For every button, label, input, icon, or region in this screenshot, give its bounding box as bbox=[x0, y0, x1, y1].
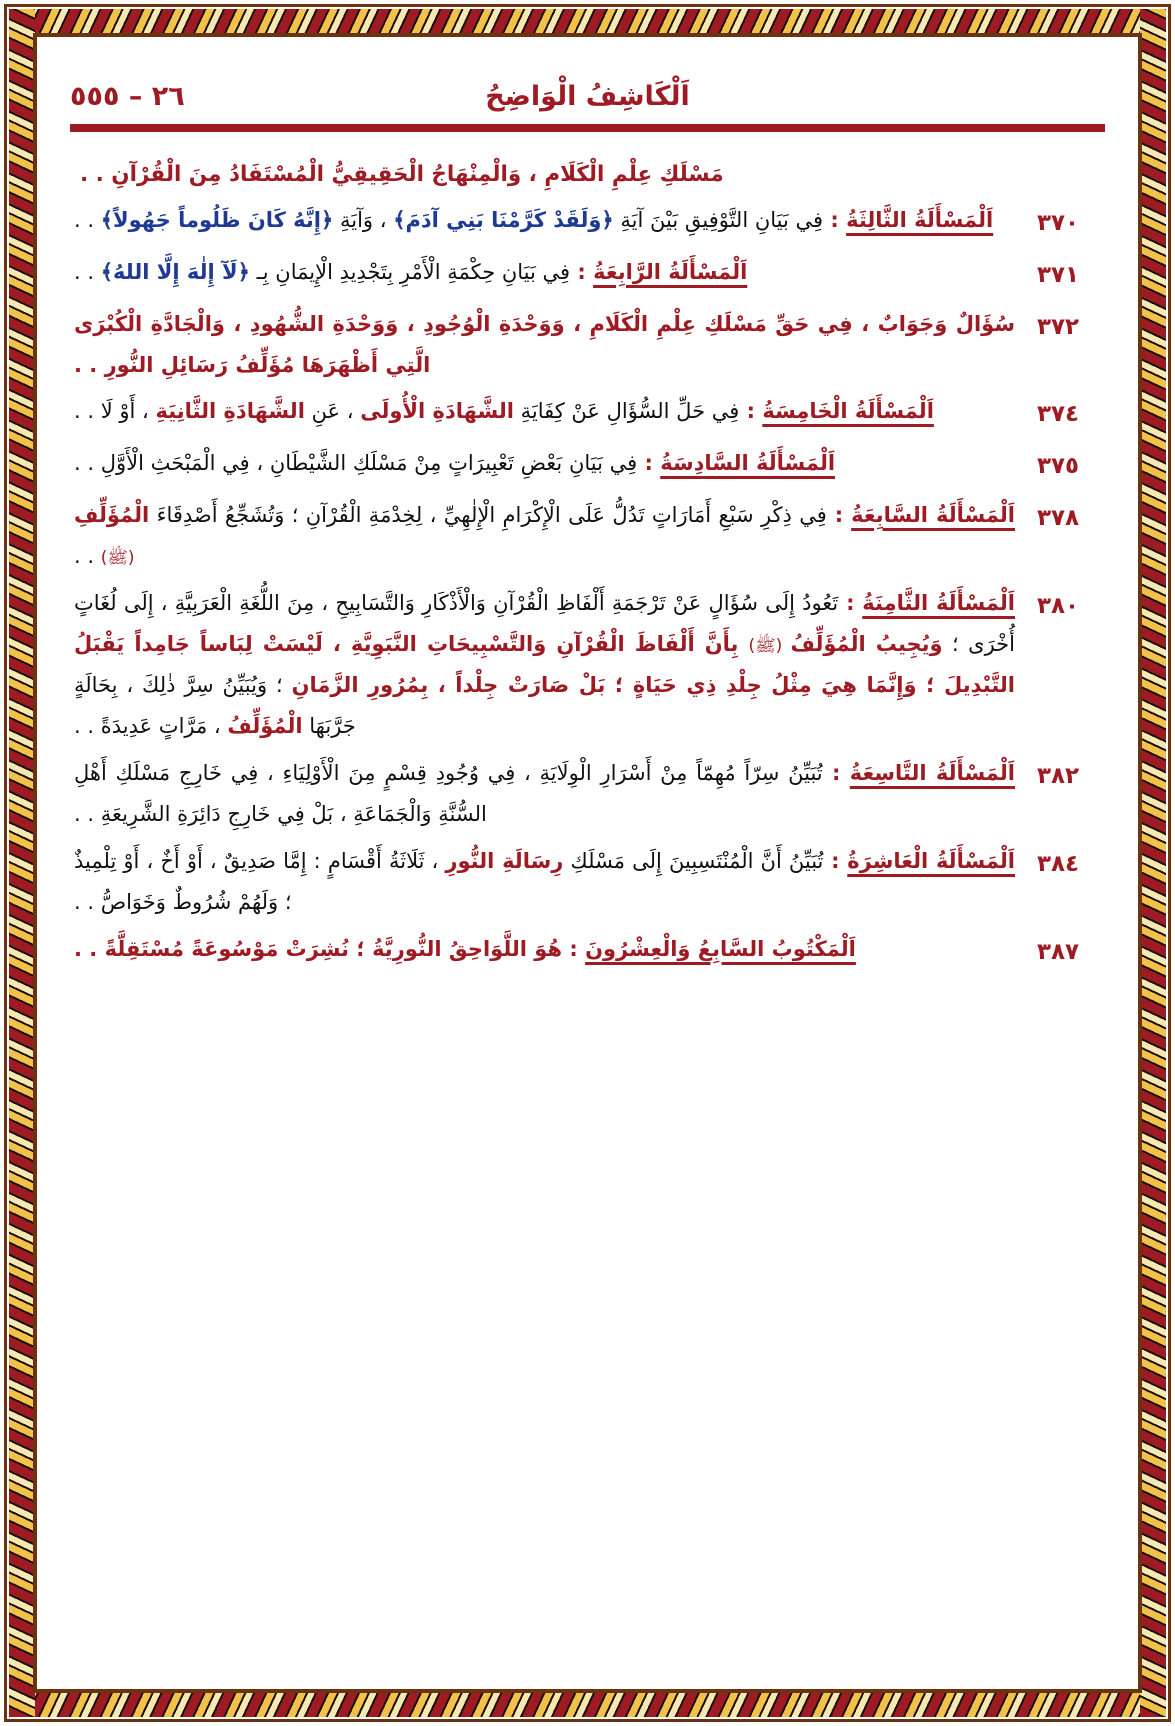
toc-entry-text-segment: فِي حَلِّ السُّؤَالِ عَنْ كِفَايَةِ bbox=[513, 399, 740, 424]
page-folio: ٢٦ – ٥٥٥ bbox=[70, 81, 185, 112]
book-title: اَلْكَاشِفُ الْوَاضِحُ bbox=[485, 81, 690, 112]
toc-entry-title[interactable]: اَلْمَسْأَلَةُ السَّابِعَةُ bbox=[851, 503, 1015, 528]
toc-entry[interactable] bbox=[74, 841, 1101, 923]
toc-entry-text-segment: الْمُؤَلِّفُ bbox=[227, 713, 303, 738]
toc-entry-page-number[interactable]: ٣٧١ bbox=[1036, 261, 1080, 288]
toc-entry-text-segment: وَيُجِيبُ الْمُؤَلِّفُ bbox=[790, 631, 943, 656]
toc-entry-page-number[interactable]: ٣٨٠ bbox=[1036, 593, 1080, 620]
toc-entry-text-segment: بِمُرُورِ الزَّمَانِ bbox=[291, 672, 438, 697]
toc-entry-body bbox=[74, 495, 1015, 577]
toc-entry-title[interactable]: اَلْمَكْتُوبُ السَّابِعُ وَالْعِشْرُونَ bbox=[585, 936, 856, 961]
toc-entry[interactable] bbox=[74, 583, 1101, 747]
toc-entry-body bbox=[74, 841, 1015, 923]
toc-entry[interactable] bbox=[74, 929, 1101, 975]
border-braid-right bbox=[1140, 9, 1166, 1717]
toc-entry-title[interactable]: اَلْمَسْأَلَةُ الثَّالِثَةُ bbox=[846, 207, 994, 232]
toc-entry-title[interactable]: اَلْمَسْأَلَةُ التَّاسِعَةُ bbox=[849, 760, 1015, 785]
toc-entry-colon: : bbox=[562, 936, 586, 961]
toc-entry-text-segment: الشَّهَادَةِ الثَّانِيَةِ bbox=[155, 399, 305, 424]
toc-entry-body bbox=[74, 443, 1015, 484]
toc-entry-colon: : bbox=[826, 503, 852, 528]
toc-entry-colon: : bbox=[570, 259, 594, 284]
toc-entry-text-segment: ، عَنِ bbox=[304, 399, 361, 424]
border-braid-bottom bbox=[9, 1691, 1166, 1717]
toc-entry-colon: : bbox=[637, 451, 661, 476]
toc-entry[interactable] bbox=[74, 753, 1101, 835]
toc-entry-title[interactable]: اَلْمَسْأَلَةُ السَّادِسَةُ bbox=[660, 451, 836, 476]
toc-entry-body bbox=[74, 252, 1015, 293]
toc-entry-text-segment: الْمُؤَلِّفِ bbox=[74, 503, 150, 528]
toc-entry-text-segment: فِي بَيَانِ التَّوْفِيقِ بَيْنَ آيَةِ bbox=[613, 207, 824, 232]
border-braid-top bbox=[9, 9, 1166, 35]
header-divider-rule bbox=[70, 124, 1105, 132]
toc-entry-text-segment: ، وَآيَةِ bbox=[333, 207, 394, 232]
toc-entry-title[interactable]: اَلْمَسْأَلَةُ الْخَامِسَةُ bbox=[762, 399, 934, 424]
toc-entry-text-segment: ؛ وَيُبَيِّنُ سِرَّ ذٰلِكَ ، بِحَالَةٍ جَرَّبَهَا bbox=[74, 672, 356, 738]
toc-entry-text-segment: ﴿وَلَقَدْ كَرَّمْنَا بَنِي آدَمَ﴾ bbox=[393, 207, 614, 232]
toc-entry-body bbox=[74, 929, 1015, 970]
toc-entry-text-segment: فِي ذِكْرِ سَبْعِ أَمَارَاتٍ تَدُلُّ عَلَى الْإِكْرَامِ الْإِلٰهِيِّ ، لِخِدْمَةِ الْقُرْآنِ ؛ وَتُشَجِّعُ أَصْدِقَاءَ bbox=[149, 503, 827, 528]
toc-entry-colon: : bbox=[838, 591, 863, 616]
toc-entry-body bbox=[74, 391, 1015, 432]
toc-entry-page-number[interactable]: ٣٧٢ bbox=[1036, 313, 1080, 340]
toc-entry-page-number[interactable]: ٣٧٤ bbox=[1036, 401, 1080, 428]
toc-entry-text-segment: سُؤَالٌ وَجَوَابٌ ، فِي حَقِّ مَسْلَكِ عِلْمِ الْكَلَامِ ، وَوَحْدَةِ الْوُجُودِ ، وَوَحْدَةِ الشُّهُودِ ، وَالْجَادَّةِ الْكُبْرَى الَّتِي أَظْهَرَهَا مُؤَلِّفُ رَسَائِلِ النُّورِ . . bbox=[74, 311, 1015, 377]
toc-entry-text-segment: تُبَيِّنُ سِرّاً مُهِمّاً مِنْ أَسْرَارِ الْوِلَايَةِ ، فِي وُجُودِ قِسْمٍ مِنَ الْأَوْلِيَاءِ ، فِي خَارِجِ مَسْلَكِ أَهْلِ السُّنَّةِ وَالْجَمَاعَةِ ، بَلْ فِي خَارِجِ دَائِرَةِ الشَّرِيعَةِ . . bbox=[74, 760, 823, 826]
toc-entry-page-number[interactable]: ٣٨٤ bbox=[1036, 850, 1080, 877]
toc-entry-title[interactable]: اَلْمَسْأَلَةُ الْعَاشِرَةُ bbox=[847, 848, 1015, 873]
toc-entry-text-segment: فِي بَيَانِ بَعْضِ تَعْبِيرَاتٍ مِنْ مَسْلَكِ الشَّيْطَانِ ، فِي الْمَبْحَثِ الْأَوَّلِ . . bbox=[74, 451, 638, 476]
toc-entry-body bbox=[74, 200, 1015, 241]
toc-entry-text-segment: (ﷺ) bbox=[748, 635, 791, 656]
toc-entry-colon: : bbox=[822, 760, 850, 785]
toc-entry-page-number[interactable]: ٣٨٧ bbox=[1036, 938, 1080, 965]
toc-entry-text-segment: ، أَوْ لَا . . bbox=[74, 399, 156, 424]
toc-entry-text-segment: هُوَ اللَّوَاحِقُ النُّورِيَّةُ ؛ نُشِرَتْ مَوْسُوعَةً مُسْتَقِلَّةً . . bbox=[74, 936, 563, 961]
toc-entry[interactable] bbox=[74, 443, 1101, 489]
toc-entry-text-segment: ﴿إِنَّهُ كَانَ ظَلُوماً جَهُولاً﴾ bbox=[100, 207, 334, 232]
toc-entry-colon: : bbox=[823, 207, 847, 232]
toc-entry-text-segment: تَعُودُ إِلَى سُؤَالٍ عَنْ تَرْجَمَةِ أَلْفَاظِ الْقُرْآنِ وَالْأَذْكَارِ وَالتَّسَابِيحِ ، مِنَ اللُّغَةِ الْعَرَبِيَّةِ ، إِلَى لُغَاتٍ أُخْرَى ؛ bbox=[74, 591, 1015, 656]
toc-entry[interactable] bbox=[74, 391, 1101, 437]
toc-entry-text-segment: تُبَيِّنُ أَنَّ الْمُنْتَسِبِينَ إِلَى مَسْلَكِ bbox=[563, 848, 824, 873]
toc-entry[interactable] bbox=[74, 200, 1101, 246]
page-content bbox=[52, 52, 1123, 1674]
toc-entry-title[interactable]: اَلْمَسْأَلَةُ الثَّامِنَةُ bbox=[862, 591, 1015, 616]
toc-entry-text-segment: . . bbox=[74, 259, 101, 284]
table-of-contents bbox=[74, 154, 1101, 974]
toc-entry-text-segment: فِي بَيَانِ حِكْمَةِ الْأَمْرِ بِتَجْدِيدِ الْإِيمَانِ بِـ bbox=[249, 259, 571, 284]
page-header bbox=[70, 74, 1105, 138]
toc-entry[interactable] bbox=[74, 495, 1101, 577]
toc-entry-text-segment: الشَّهَادَةِ الْأُولَى bbox=[360, 399, 514, 424]
border-braid-left bbox=[9, 9, 35, 1717]
toc-entry-body bbox=[74, 753, 1015, 835]
toc-entry-body bbox=[74, 583, 1015, 747]
toc-entry-page-number[interactable]: ٣٧٠ bbox=[1036, 209, 1080, 236]
toc-entry-text-segment: ، مَرَّاتٍ عَدِيدَةً . . bbox=[74, 713, 228, 738]
toc-entry-text-segment: . . bbox=[74, 544, 101, 569]
toc-entry[interactable] bbox=[74, 304, 1101, 386]
toc-entry-text-segment: ﴿لَآ إِلٰهَ إِلَّا اللهُ﴾ bbox=[100, 259, 250, 284]
toc-entry-text-segment: بِأَنَّ أَلْفَاظَ الْقُرْآنِ وَالتَّسْبِيحَاتِ النَّبَوِيَّةِ ، لَيْسَتْ لِبَاساً جَامِداً يَقْبَلُ التَّبْدِيلَ ؛ وَإِنَّمَا هِيَ مِثْلُ جِلْدِ ذِي حَيَاةٍ ؛ بَلْ صَارَتْ جِلْداً ، bbox=[74, 631, 1016, 697]
toc-entry[interactable] bbox=[74, 252, 1101, 298]
toc-entry-colon: : bbox=[739, 399, 763, 424]
toc-entry-text-segment: . . bbox=[74, 207, 101, 232]
toc-entry-body bbox=[74, 304, 1015, 386]
toc-entry-page-number[interactable]: ٣٧٥ bbox=[1036, 453, 1080, 480]
toc-entry-text-segment: ، ثَلَاثَةُ أَقْسَامٍ : إِمَّا صَدِيقٌ ، أَوْ أَخٌ ، أَوْ تِلْمِيذٌ ؛ وَلَهُمْ شُرُوطٌ وَخَوَاصُّ . . bbox=[74, 848, 446, 914]
toc-entry-page-number[interactable]: ٣٨٢ bbox=[1036, 762, 1080, 789]
toc-entry-colon: : bbox=[823, 848, 848, 873]
toc-entry-title[interactable]: اَلْمَسْأَلَةُ الرَّابِعَةُ bbox=[593, 259, 748, 284]
toc-entry-list bbox=[74, 200, 1101, 974]
toc-entry-text-segment: رِسَالَةِ النُّورِ bbox=[445, 848, 564, 873]
toc-entry-text-segment: (ﷺ) bbox=[100, 548, 135, 569]
toc-entry-page-number[interactable]: ٣٧٨ bbox=[1036, 505, 1080, 532]
intro-continuation-line: مَسْلَكِ عِلْمِ الْكَلَامِ ، وَالْمِنْهَاجُ الْحَقِيقِيُّ الْمُسْتَفَادُ مِنَ الْقُرْآنِ . . bbox=[80, 162, 724, 187]
